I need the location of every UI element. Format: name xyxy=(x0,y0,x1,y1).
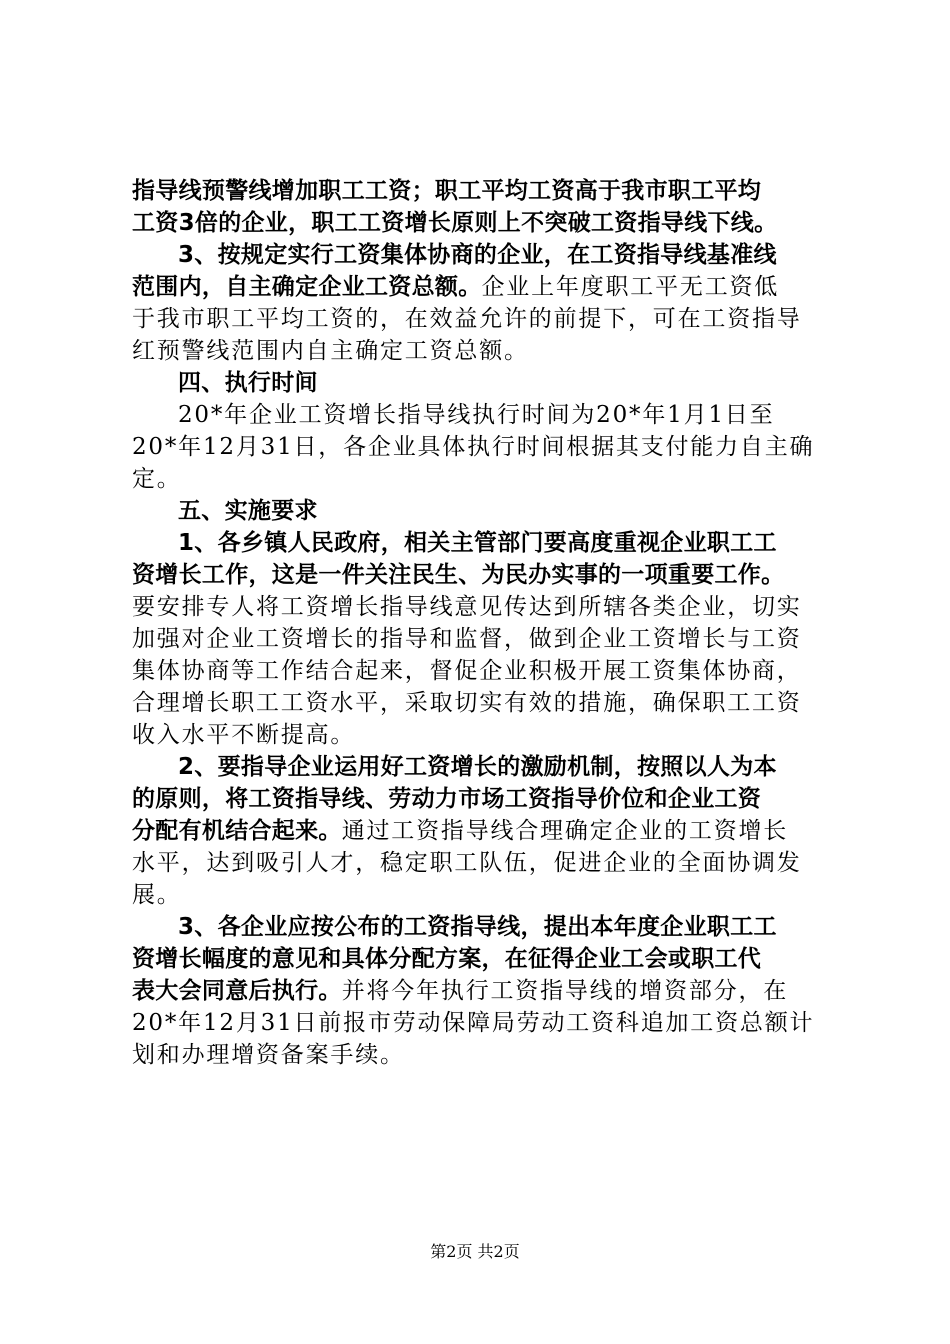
text-line: 3、按规定实行工资集体协商的企业，在工资指导线基准线 xyxy=(178,242,777,268)
text-line-regular-part: 并将今年执行工资指导线的增资部分，在 xyxy=(341,978,789,1004)
text-line: 3、各企业应按公布的工资指导线，提出本年度企业职工工 xyxy=(178,914,777,940)
text-line: 要安排专人将工资增长指导线意见传达到所辖各类企业，切实 xyxy=(132,594,802,620)
text-line xyxy=(132,815,832,847)
text-line-bold-part: 分配有机结合起来。 xyxy=(132,818,342,844)
text-line-regular-part: 通过工资指导线合理确定企业的工资增长 xyxy=(341,818,789,844)
text-line: 于我市职工平均工资的，在效益允许的前提下，可在工资指导 xyxy=(132,306,802,332)
text-line: 1、各乡镇人民政府，相关主管部门要高度重视企业职工工 xyxy=(178,530,777,556)
document-body xyxy=(132,175,832,1071)
text-line xyxy=(132,975,832,1007)
text-line: 水平，达到吸引人才，稳定职工队伍，促进企业的全面协调发 xyxy=(132,850,802,876)
text-line: 20*年企业工资增长指导线执行时间为20*年1月1日至 xyxy=(178,402,775,428)
text-line: 五、实施要求 xyxy=(178,498,318,524)
text-line xyxy=(132,271,832,303)
text-line-bold-part: 范围内，自主确定企业工资总额。 xyxy=(132,274,482,300)
text-line: 红预警线范围内自主确定工资总额。 xyxy=(132,338,529,364)
page-footer: 第2页 共2页 xyxy=(430,1242,520,1261)
text-line: 工资3倍的企业，职工工资增长原则上不突破工资指导线下线。 xyxy=(132,210,778,236)
text-line: 2、要指导企业运用好工资增长的激励机制，按照以人为本 xyxy=(178,754,777,780)
text-line: 集体协商等工作结合起来，督促企业积极开展工资集体协商， xyxy=(132,658,802,684)
text-line: 定。 xyxy=(132,466,182,492)
text-line: 20*年12月31日前报市劳动保障局劳动工资科追加工资总额计 xyxy=(132,1010,815,1036)
text-line: 合理增长职工工资水平，采取切实有效的措施，确保职工工资 xyxy=(132,690,802,716)
text-line: 指导线预警线增加职工工资；职工平均工资高于我市职工平均 xyxy=(132,178,762,204)
text-line: 展。 xyxy=(132,882,182,908)
text-line: 加强对企业工资增长的指导和监督，做到企业工资增长与工资 xyxy=(132,626,802,652)
text-line: 四、执行时间 xyxy=(178,370,318,396)
text-line: 划和办理增资备案手续。 xyxy=(132,1042,405,1068)
text-line: 收入水平不断提高。 xyxy=(132,722,356,748)
text-line: 资增长幅度的意见和具体分配方案，在征得企业工会或职工代 xyxy=(132,946,762,972)
text-line: 20*年12月31日，各企业具体执行时间根据其支付能力自主确 xyxy=(132,434,815,460)
text-line: 资增长工作，这是一件关注民生、为民办实事的一项重要工作。 xyxy=(132,562,785,588)
text-line-regular-part: 企业上年度职工平无工资低 xyxy=(481,274,780,300)
text-line-bold-part: 表大会同意后执行。 xyxy=(132,978,342,1004)
text-line: 的原则，将工资指导线、劳动力市场工资指导价位和企业工资 xyxy=(132,786,762,812)
